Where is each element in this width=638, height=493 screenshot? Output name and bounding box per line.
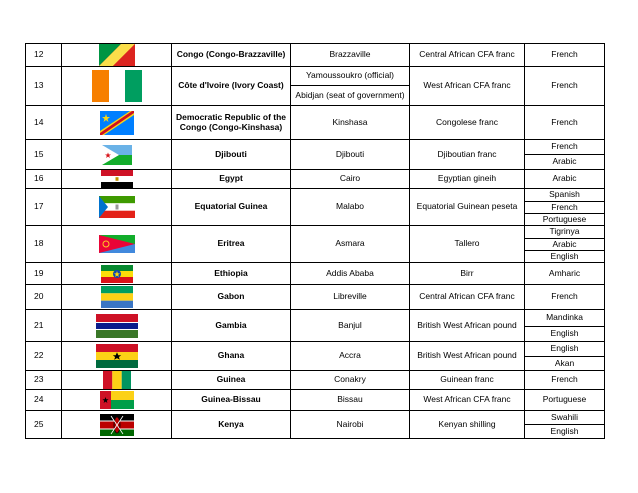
currency-cell: Djiboutian franc bbox=[410, 140, 525, 170]
flag-cell bbox=[62, 67, 172, 106]
flag-cell bbox=[62, 189, 172, 226]
row-number: 21 bbox=[26, 310, 62, 342]
flag-ghana-icon bbox=[96, 344, 138, 368]
country-name: Democratic Republic of the Congo (Congo-Kinshasa) bbox=[172, 106, 291, 140]
language-cell: French bbox=[525, 67, 605, 106]
language-cell: Arabic bbox=[525, 155, 605, 170]
flag-egypt-icon bbox=[101, 170, 133, 188]
flag-cell bbox=[62, 106, 172, 140]
flag-cell bbox=[62, 411, 172, 439]
capital-cell: Kinshasa bbox=[291, 106, 410, 140]
row-number: 18 bbox=[26, 226, 62, 263]
currency-cell: Tallero bbox=[410, 226, 525, 263]
flag-cell bbox=[62, 140, 172, 170]
flag-cell bbox=[62, 263, 172, 285]
language-cell: French bbox=[525, 140, 605, 155]
language-cell: French bbox=[525, 106, 605, 140]
flag-kenya-icon bbox=[100, 414, 134, 436]
flag-cell bbox=[62, 44, 172, 67]
country-name: Eritrea bbox=[172, 226, 291, 263]
language-cell: English bbox=[525, 251, 605, 263]
language-cell: Tigrinya bbox=[525, 226, 605, 239]
capital-cell: Malabo bbox=[291, 189, 410, 226]
row-number: 24 bbox=[26, 390, 62, 411]
language-cell: Akan bbox=[525, 357, 605, 371]
currency-cell: Central African CFA franc bbox=[410, 285, 525, 310]
flag-cell bbox=[62, 371, 172, 390]
country-name: Gabon bbox=[172, 285, 291, 310]
country-name: Djibouti bbox=[172, 140, 291, 170]
capital-cell: Brazzaville bbox=[291, 44, 410, 67]
flag-gambia-icon bbox=[96, 314, 138, 338]
row-number: 22 bbox=[26, 342, 62, 371]
language-cell: Amharic bbox=[525, 263, 605, 285]
flag-cell bbox=[62, 226, 172, 263]
row-number: 14 bbox=[26, 106, 62, 140]
row-number: 25 bbox=[26, 411, 62, 439]
flag-guinea-bissau-icon bbox=[100, 391, 134, 409]
currency-cell: Guinean franc bbox=[410, 371, 525, 390]
country-name: Ethiopia bbox=[172, 263, 291, 285]
currency-cell: Egyptian gineih bbox=[410, 170, 525, 189]
row-number: 12 bbox=[26, 44, 62, 67]
currency-cell: Congolese franc bbox=[410, 106, 525, 140]
country-name: Côte d'Ivoire (Ivory Coast) bbox=[172, 67, 291, 106]
row-number: 23 bbox=[26, 371, 62, 390]
capital-cell: Addis Ababa bbox=[291, 263, 410, 285]
currency-cell: Central African CFA franc bbox=[410, 44, 525, 67]
language-cell: Spanish bbox=[525, 189, 605, 202]
country-name: Congo (Congo-Brazzaville) bbox=[172, 44, 291, 67]
row-number: 17 bbox=[26, 189, 62, 226]
language-cell: French bbox=[525, 44, 605, 67]
flag-gabon-icon bbox=[101, 286, 133, 308]
currency-cell: Kenyan shilling bbox=[410, 411, 525, 439]
row-number: 16 bbox=[26, 170, 62, 189]
country-name: Guinea-Bissau bbox=[172, 390, 291, 411]
language-cell: Arabic bbox=[525, 239, 605, 251]
currency-cell: West African CFA franc bbox=[410, 67, 525, 106]
flag-cote-divoire-icon bbox=[92, 70, 142, 102]
row-number: 13 bbox=[26, 67, 62, 106]
capital-cell: Abidjan (seat of government) bbox=[291, 86, 410, 106]
country-name: Guinea bbox=[172, 371, 291, 390]
flag-congo-icon bbox=[99, 44, 135, 66]
flag-cell bbox=[62, 170, 172, 189]
flag-djibouti-icon bbox=[102, 145, 132, 165]
capital-cell: Djibouti bbox=[291, 140, 410, 170]
flag-cell bbox=[62, 285, 172, 310]
country-name: Gambia bbox=[172, 310, 291, 342]
flag-ethiopia-icon bbox=[101, 265, 133, 283]
capital-cell: Asmara bbox=[291, 226, 410, 263]
language-cell: Arabic bbox=[525, 170, 605, 189]
capital-cell: Yamoussoukro (official) bbox=[291, 67, 410, 86]
capital-cell: Cairo bbox=[291, 170, 410, 189]
flag-cell bbox=[62, 310, 172, 342]
language-cell: English bbox=[525, 342, 605, 357]
table-body bbox=[26, 44, 605, 439]
capital-cell: Conakry bbox=[291, 371, 410, 390]
capital-cell: Accra bbox=[291, 342, 410, 371]
row-number: 19 bbox=[26, 263, 62, 285]
flag-dr-congo-icon bbox=[100, 111, 134, 135]
language-cell: English bbox=[525, 327, 605, 342]
capital-cell: Bissau bbox=[291, 390, 410, 411]
language-cell: Swahili bbox=[525, 411, 605, 425]
language-cell: English bbox=[525, 425, 605, 439]
capital-cell: Libreville bbox=[291, 285, 410, 310]
countries-table bbox=[25, 43, 605, 439]
language-cell: French bbox=[525, 285, 605, 310]
row-number: 20 bbox=[26, 285, 62, 310]
flag-cell bbox=[62, 342, 172, 371]
language-cell: Portuguese bbox=[525, 390, 605, 411]
country-name: Ghana bbox=[172, 342, 291, 371]
language-cell: French bbox=[525, 371, 605, 390]
language-cell: Mandinka bbox=[525, 310, 605, 327]
flag-cell bbox=[62, 390, 172, 411]
language-cell: Portuguese bbox=[525, 214, 605, 226]
capital-cell: Nairobi bbox=[291, 411, 410, 439]
country-name: Equatorial Guinea bbox=[172, 189, 291, 226]
currency-cell: Birr bbox=[410, 263, 525, 285]
country-name: Egypt bbox=[172, 170, 291, 189]
currency-cell: Equatorial Guinean peseta bbox=[410, 189, 525, 226]
currency-cell: British West African pound bbox=[410, 310, 525, 342]
flag-guinea-icon bbox=[103, 371, 131, 389]
currency-cell: West African CFA franc bbox=[410, 390, 525, 411]
language-cell: French bbox=[525, 202, 605, 214]
country-name: Kenya bbox=[172, 411, 291, 439]
flag-equatorial-guinea-icon bbox=[99, 196, 135, 218]
currency-cell: British West African pound bbox=[410, 342, 525, 371]
row-number: 15 bbox=[26, 140, 62, 170]
capital-cell: Banjul bbox=[291, 310, 410, 342]
flag-eritrea-icon bbox=[99, 235, 135, 253]
